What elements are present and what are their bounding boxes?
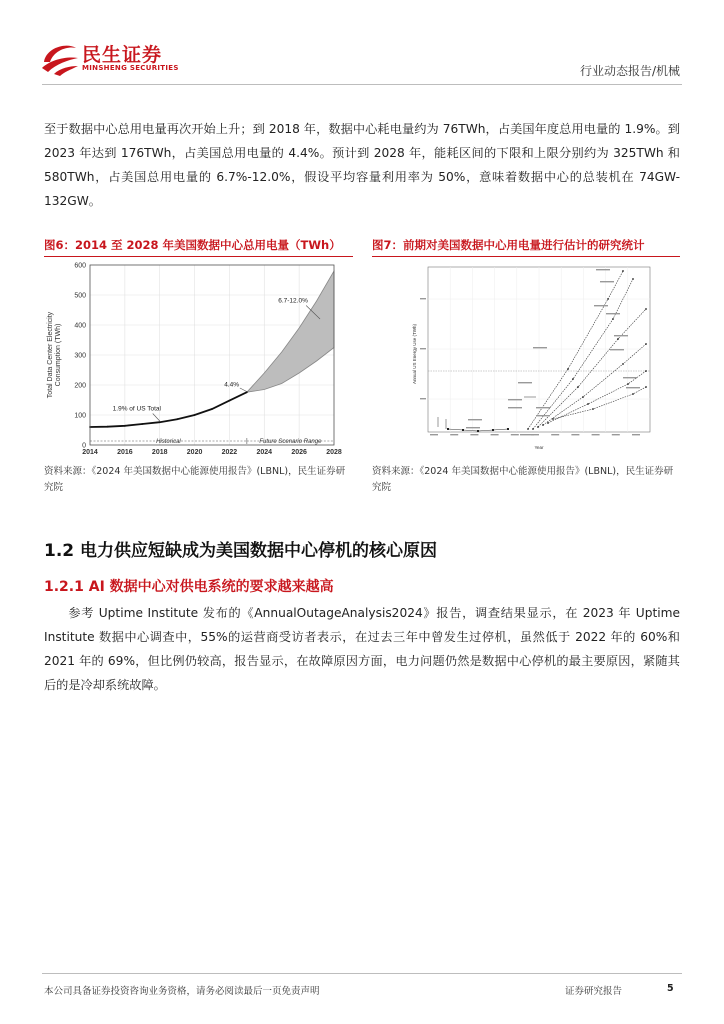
estimate-data-point [542,424,544,426]
estimate-data-point [645,308,647,310]
y-tick-label: 400 [74,322,86,330]
early-estimate-marker [447,428,449,430]
estimate-data-point [532,428,534,430]
y-tick-mark-label [420,348,426,349]
figure6-title-rule [44,256,353,257]
x-tick-label: 2020 [186,449,203,456]
estimate-data-point [645,386,647,388]
y-tick-label: 0 [82,442,86,450]
historical-data-point [194,414,196,416]
x-tick-mark-label [511,434,519,435]
header-divider [42,84,682,85]
report-category: 行业动态报告/机械 [579,64,680,78]
unreadable-label-mark [610,349,624,350]
estimate-data-point [645,370,647,372]
annotation-4-4-percent: 4.4% [224,381,240,389]
estimate-data-point [617,338,619,340]
estimate-data-point [567,368,569,370]
figure6-source: 资料来源：《2024 年美国数据中心能源使用报告》(LBNL)，民生证券研究院 [44,466,346,493]
footer-divider [42,973,682,974]
historical-data-point [211,408,213,410]
minsheng-logo-icon [40,40,80,76]
estimate-data-point [622,363,624,365]
unreadable-label-mark [606,313,620,314]
x-tick-mark-label [632,434,640,435]
y-tick-label: 200 [74,382,86,390]
historical-data-point [159,421,161,423]
figure6-y-axis-label-line2: Consumption (TWh) [55,323,62,387]
section-heading: 1.2 电力供应短缺成为美国数据中心停机的核心原因 [44,541,438,561]
estimate-data-point [587,403,589,405]
estimate-data-point [612,318,614,320]
historical-range-label: Historical [156,439,181,445]
figure7-x-axis-label: Year [534,445,544,450]
unreadable-label-mark [468,419,482,420]
estimate-data-point [627,383,629,385]
y-tick-label: 300 [74,352,86,360]
x-tick-mark-label [531,434,539,435]
historical-data-point [176,418,178,420]
x-tick-mark-label [491,434,499,435]
early-estimate-marker [477,430,479,432]
figure7-y-axis-label: Annual US Energy Use (TWh) [412,323,417,385]
y-tick-mark-label [420,398,426,399]
x-tick-mark-label [612,434,620,435]
x-tick-mark-label [450,434,458,435]
annotation-1-9-percent: 1.9% of US Total [112,405,161,413]
annotation-4-4-leader [240,388,247,392]
estimate-data-point [607,298,609,300]
intro-paragraph: 至于数据中心总用电量再次开始上升；到 2018 年，数据中心耗电量约为 76TWh，占美国年度总用电量的 1.9%。到 2023 年达到 176TWh，占美国总用电量的 4.4%。预计到 2028 年，能耗区间的下限和上限分别约为 325TWh 和 580TWh，占美国总用电量的 6.7%-12.0%，假设平均容量利用率为 50%，意味着数据中心的总装机在 74GW-132GW。 [44,122,680,208]
x-tick-label: 2022 [221,449,238,456]
early-estimate-marker [492,429,494,431]
historical-data-point [141,423,143,425]
figure7-title-rule [372,256,680,257]
y-tick-label: 100 [74,412,86,420]
early-estimate-marker [507,428,509,430]
estimate-data-point [537,426,539,428]
historical-data-point [107,426,109,428]
figure7-chart [408,259,663,459]
x-tick-label: 2024 [256,449,273,456]
footer-report-label: 证券研究报告 [565,986,623,997]
future-range-label: Future Scenario Range [259,439,322,445]
logo-english-name: MINSHENG SECURITIES [82,64,179,72]
unreadable-label-mark [466,427,480,428]
estimate-data-point [582,396,584,398]
y-tick-mark-label [420,298,426,299]
figure6-y-axis-label-line1: Total Data Center Electricity [47,311,54,399]
early-estimate-marker [462,429,464,431]
estimate-data-point [632,278,634,280]
estimate-data-point [547,422,549,424]
unreadable-label-mark [536,415,550,416]
figure6-chart [46,259,352,459]
logo-chinese-name: 民生证券 [82,44,163,66]
unreadable-label-mark [626,387,640,388]
figure7-source: 资料来源：《2024 年美国数据中心能源使用报告》(LBNL)，民生证券研究院 [372,466,674,493]
unreadable-label-mark [596,269,610,270]
estimate-data-point [552,418,554,420]
historical-data-point [124,425,126,427]
x-tick-mark-label [430,434,438,435]
figure7-title: 图7：前期对美国数据中心用电量进行估计的研究统计 [372,238,645,252]
estimate-data-point [577,386,579,388]
x-tick-mark-label [551,434,559,435]
page-number: 5 [667,983,674,994]
x-tick-mark-label [470,434,478,435]
unreadable-label-mark [533,347,547,348]
annotation-1-9-leader [153,414,160,422]
unreadable-label-mark [536,407,550,408]
estimate-data-point [645,343,647,345]
x-tick-label: 2028 [326,449,342,456]
unreadable-label-mark [508,407,522,408]
subsection-heading: 1.2.1 AI 数据中心对供电系统的要求越来越高 [44,579,334,595]
estimate-data-point [592,408,594,410]
unreadable-label-mark [614,335,628,336]
y-tick-label: 600 [74,262,86,270]
estimate-data-point [527,428,529,430]
unreadable-label-mark [623,377,637,378]
unreadable-label-mark [594,305,608,306]
x-tick-label: 2016 [117,449,133,456]
body-paragraph: 参考 Uptime Institute 发布的《AnnualOutageAnalysis2024》报告，调查结果显示，在 2023 年 Uptime Institute 数据中心调查中，55%的运营商受访者表示，在过去三年中曾发生过停机，虽然低于 2022 年的 60%和 2021 年的 69%，但比例仍较高，报告显示，在故障原因方面，电力问题仍然是数据中心停机的最主要原因，紧随其后的是冷却系统故障。 [44,606,680,692]
unreadable-label-mark [600,281,614,282]
y-tick-label: 500 [74,292,86,300]
estimate-data-point [572,378,574,380]
historical-data-point [229,400,231,402]
x-tick-mark-label [571,434,579,435]
unreadable-label-mark [508,399,522,400]
x-tick-mark-label [592,434,600,435]
estimate-data-point [622,270,624,272]
footer-disclaimer: 本公司具备证券投资咨询业务资格，请务必阅读最后一页免责声明 [44,986,320,997]
x-tick-label: 2018 [151,449,168,456]
figure6-title: 图6：2014 至 2028 年美国数据中心总用电量（TWh） [44,238,341,252]
future-scenario-range-band [247,271,334,392]
company-logo [40,36,190,78]
x-tick-label: 2026 [291,449,307,456]
x-tick-label: 2014 [82,449,98,456]
unreadable-label-mark [518,382,532,383]
annotation-6-7-12-percent: 6.7-12.0% [278,297,308,305]
estimate-data-point [632,393,634,395]
